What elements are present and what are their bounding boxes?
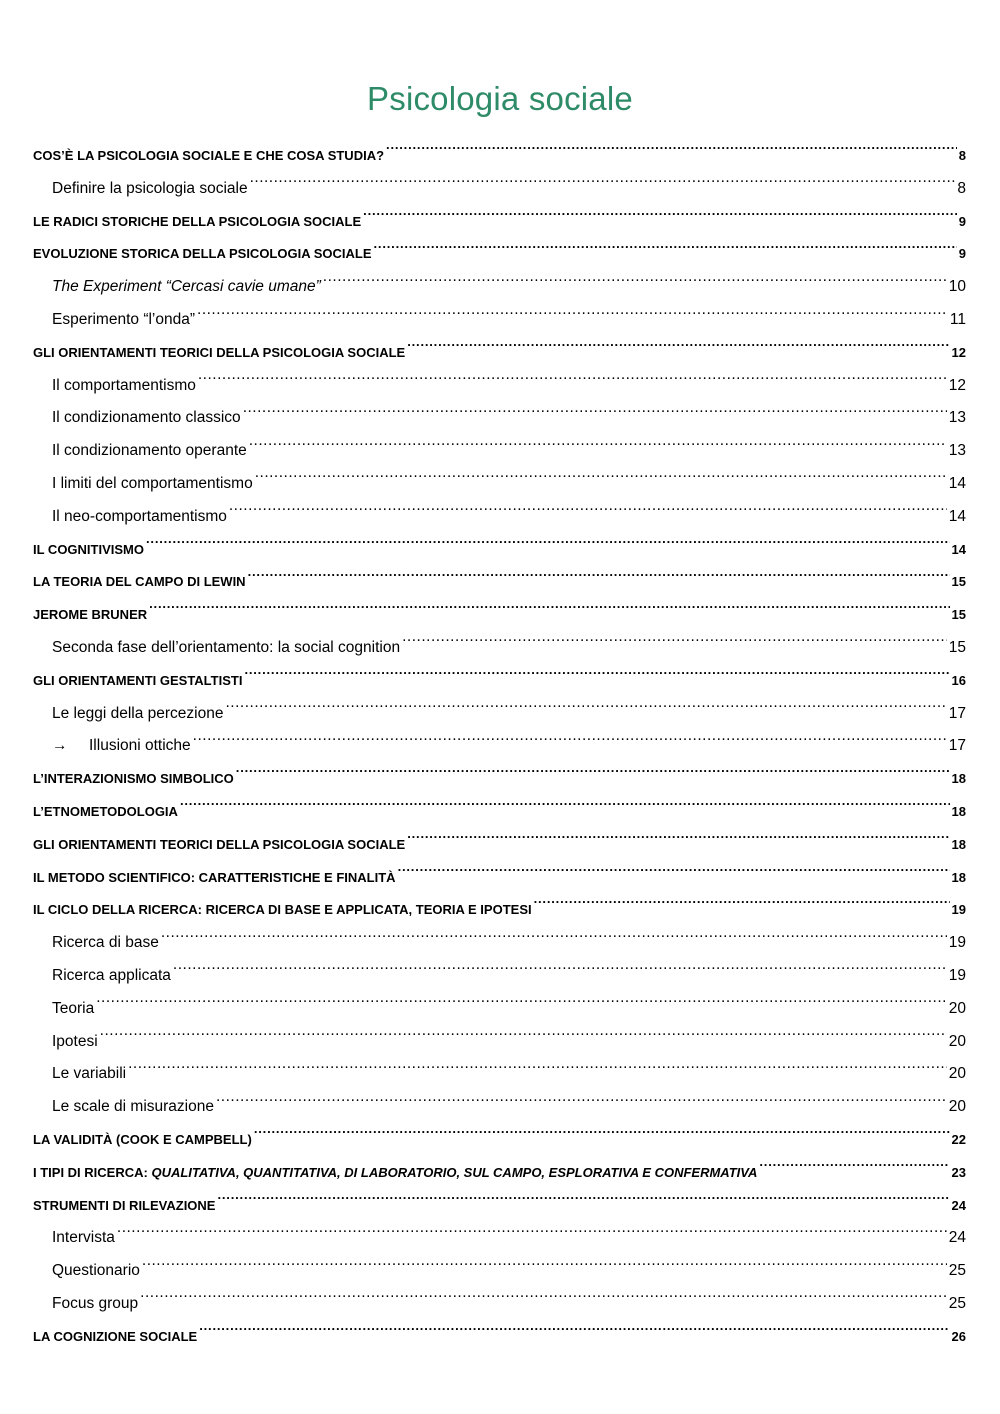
table-of-contents	[33, 140, 966, 1353]
toc-entry-title-text: Focus group	[52, 1294, 139, 1312]
toc-entry-title	[33, 763, 234, 796]
toc-entry[interactable]	[33, 894, 966, 927]
toc-page-number: 11	[949, 310, 966, 328]
toc-page-number: 15	[948, 638, 966, 656]
toc-entry-title	[33, 206, 361, 239]
toc-dot-leader	[96, 997, 947, 1013]
toc-entry-title	[33, 238, 372, 271]
toc-entry[interactable]	[33, 1091, 966, 1124]
toc-entry[interactable]	[33, 1255, 966, 1288]
toc-entry-title-text: EVOLUZIONE STORICA DELLA PSICOLOGIA SOCIALE	[33, 246, 372, 262]
toc-entry-title	[52, 960, 171, 993]
toc-dot-leader	[142, 1260, 947, 1276]
toc-page-number: 14	[948, 474, 966, 492]
toc-entry-title-text: LA TEORIA DEL CAMPO DI LEWIN	[33, 574, 246, 590]
toc-dot-leader	[225, 702, 946, 718]
toc-page-number: 22	[951, 1131, 966, 1147]
toc-dot-leader	[407, 836, 949, 849]
toc-entry-title-text: Definire la psicologia sociale	[52, 179, 248, 197]
toc-entry[interactable]	[33, 370, 966, 403]
toc-entry-title	[33, 862, 396, 895]
toc-entry-title-text: Le variabili	[52, 1065, 127, 1083]
toc-page-number: 26	[951, 1328, 966, 1344]
toc-entry[interactable]	[33, 1222, 966, 1255]
toc-entry-title	[52, 1058, 126, 1091]
toc-entry-title	[52, 1026, 98, 1059]
toc-entry-title	[33, 796, 178, 829]
toc-dot-leader	[386, 147, 957, 160]
toc-entry-title	[52, 304, 195, 337]
toc-entry-title	[33, 140, 384, 173]
toc-entry-title-text: JEROME BRUNER	[33, 607, 148, 623]
toc-entry-title-text: Il condizionamento classico	[52, 409, 241, 427]
toc-entry-title-text: L’INTERAZIONISMO SIMBOLICO	[33, 771, 234, 787]
toc-entry[interactable]	[33, 927, 966, 960]
toc-entry-title-text: Le scale di misurazione	[52, 1098, 214, 1116]
toc-dot-leader	[198, 374, 947, 390]
toc-entry-title-text: Questionario	[52, 1262, 140, 1280]
toc-entry-title	[52, 1288, 138, 1321]
toc-entry-title-text: The Experiment “Cercasi cavie umane”	[52, 278, 321, 296]
toc-entry[interactable]	[33, 206, 966, 239]
toc-page-number: 20	[948, 999, 966, 1017]
toc-entry[interactable]	[33, 566, 966, 599]
toc-entry-title-italic: QUALITATIVA, QUANTITATIVA, DI LABORATORIO, SUL CAMPO, ESPLORATIVA E CONFERMATIVA	[151, 1164, 758, 1180]
toc-entry[interactable]	[33, 1026, 966, 1059]
toc-entry-title	[52, 1222, 115, 1255]
toc-entry[interactable]	[33, 698, 966, 731]
toc-dot-leader	[197, 308, 948, 324]
toc-entry-title	[52, 402, 241, 435]
toc-entry-title	[33, 599, 147, 632]
toc-entry[interactable]	[33, 304, 966, 337]
toc-dot-leader	[217, 1197, 949, 1210]
toc-entry[interactable]	[33, 665, 966, 698]
toc-dot-leader	[117, 1227, 947, 1243]
toc-entry-title-text: Ricerca applicata	[52, 966, 171, 984]
toc-entry-title-text: IL COGNITIVISMO	[33, 541, 144, 557]
toc-entry-title-text: I TIPI DI RICERCA:	[33, 1164, 152, 1180]
toc-page-number: 8	[958, 148, 966, 163]
toc-page-number: 8	[957, 179, 966, 197]
toc-page-number: 15	[951, 574, 966, 590]
toc-page-number: 9	[958, 213, 966, 229]
toc-page-number: 19	[951, 902, 966, 918]
toc-dot-leader	[193, 735, 947, 751]
toc-dot-leader	[173, 964, 947, 980]
toc-page-number: 13	[948, 409, 966, 427]
toc-entry-title	[52, 698, 223, 731]
toc-entry-title	[52, 927, 159, 960]
toc-entry-title-text: LE RADICI STORICHE DELLA PSICOLOGIA SOCIALE	[33, 213, 362, 229]
toc-dot-leader	[244, 672, 949, 685]
toc-entry[interactable]	[33, 140, 966, 173]
toc-entry-title	[33, 894, 532, 927]
toc-entry-title-text: Il neo-comportamentismo	[52, 507, 227, 525]
toc-entry[interactable]	[33, 599, 966, 632]
toc-entry[interactable]	[33, 1190, 966, 1223]
toc-dot-leader	[229, 505, 947, 521]
toc-page-number: 18	[951, 771, 966, 787]
toc-dot-leader	[216, 1096, 947, 1112]
toc-entry[interactable]	[33, 534, 966, 567]
page-title: Psicologia sociale	[367, 80, 633, 118]
toc-entry[interactable]	[33, 501, 966, 534]
toc-page-number: 23	[951, 1164, 966, 1180]
toc-dot-leader	[140, 1292, 947, 1308]
toc-dot-leader	[248, 573, 950, 586]
toc-dot-leader	[149, 606, 949, 619]
toc-entry-title-text: Le leggi della percezione	[52, 704, 224, 722]
toc-entry-title	[89, 730, 191, 763]
toc-entry-title	[52, 370, 196, 403]
toc-entry-title	[33, 1124, 252, 1157]
toc-entry[interactable]	[33, 468, 966, 501]
toc-dot-leader	[180, 803, 950, 816]
toc-dot-leader	[250, 177, 956, 193]
toc-entry-title	[33, 1190, 215, 1223]
toc-page-number: 17	[948, 704, 966, 722]
toc-entry-title-text: Illusioni ottiche	[89, 737, 191, 755]
toc-entry[interactable]	[33, 238, 966, 271]
toc-entry[interactable]	[33, 173, 966, 206]
toc-entry[interactable]	[33, 402, 966, 435]
toc-entry[interactable]	[33, 1124, 966, 1157]
toc-dot-leader	[374, 245, 957, 258]
toc-entry-title-text: Teoria	[52, 999, 95, 1017]
toc-dot-leader	[407, 344, 949, 357]
toc-dot-leader	[402, 636, 947, 652]
toc-entry-title	[52, 501, 227, 534]
toc-page-number: 18	[951, 869, 966, 885]
toc-entry[interactable]	[33, 829, 966, 862]
toc-page-number: 9	[958, 246, 966, 262]
toc-entry-title-text: L’ETNOMETODOLOGIA	[33, 803, 178, 819]
toc-entry-title	[52, 1255, 140, 1288]
toc-entry-title-text: Il comportamentismo	[52, 376, 196, 394]
toc-page-number: 12	[948, 376, 966, 394]
toc-dot-leader	[236, 770, 950, 783]
toc-dot-leader	[255, 472, 947, 488]
toc-page-number: 25	[948, 1294, 966, 1312]
toc-entry-title	[33, 829, 405, 862]
toc-entry-title	[52, 435, 247, 468]
toc-page-number: 18	[951, 803, 966, 819]
toc-entry-title	[52, 173, 248, 206]
toc-page-number: 16	[951, 672, 966, 688]
toc-dot-leader	[534, 901, 950, 914]
toc-page-number: 19	[948, 966, 966, 984]
toc-page-number: 24	[948, 1229, 966, 1247]
toc-dot-leader	[161, 932, 947, 948]
toc-entry-title	[52, 993, 94, 1026]
toc-page-number: 14	[948, 507, 966, 525]
toc-entry-title-text: Ipotesi	[52, 1032, 98, 1050]
toc-entry[interactable]	[33, 960, 966, 993]
toc-page-number: 13	[948, 442, 966, 460]
toc-page-number: 20	[948, 1065, 966, 1083]
toc-page-number: 25	[948, 1262, 966, 1280]
toc-entry-title	[52, 632, 400, 665]
toc-page-number: 20	[948, 1032, 966, 1050]
arrow-icon: →	[52, 737, 68, 755]
toc-dot-leader	[323, 276, 947, 292]
toc-entry[interactable]	[33, 796, 966, 829]
toc-page-number: 24	[951, 1197, 966, 1213]
toc-entry-title	[33, 1321, 197, 1354]
toc-entry-title-text: COS’È LA PSICOLOGIA SOCIALE E CHE COSA STUDIA?	[33, 148, 385, 163]
toc-page-number: 15	[951, 607, 966, 623]
toc-entry-title-text: LA COGNIZIONE SOCIALE	[33, 1328, 198, 1344]
toc-entry[interactable]	[33, 862, 966, 895]
toc-page-number: 20	[948, 1098, 966, 1116]
toc-entry-title-text: GLI ORIENTAMENTI TEORICI DELLA PSICOLOGIA SOCIALE	[33, 836, 406, 852]
toc-dot-leader	[254, 1131, 950, 1144]
toc-entry-title-text: IL CICLO DELLA RICERCA: RICERCA DI BASE E APPLICATA, TEORIA E IPOTESI	[33, 902, 532, 918]
toc-page-number: 10	[948, 278, 966, 296]
toc-dot-leader	[243, 407, 947, 423]
toc-entry-title-text: I limiti del comportamentismo	[52, 474, 253, 492]
toc-entry[interactable]	[33, 763, 966, 796]
toc-entry[interactable]	[33, 632, 966, 665]
toc-page-number: 18	[951, 836, 966, 852]
toc-entry-title-text: GLI ORIENTAMENTI TEORICI DELLA PSICOLOGIA SOCIALE	[33, 344, 406, 360]
toc-entry[interactable]	[33, 1157, 966, 1190]
toc-entry[interactable]	[33, 435, 966, 468]
toc-dot-leader	[146, 541, 950, 554]
toc-entry-title-text: STRUMENTI DI RILEVAZIONE	[33, 1197, 216, 1213]
toc-page-number: 12	[951, 344, 966, 360]
toc-dot-leader	[128, 1063, 947, 1079]
toc-entry-title-text: IL METODO SCIENTIFICO: CARATTERISTICHE E FINALITÀ	[33, 869, 396, 885]
toc-page-number: 19	[948, 934, 966, 952]
toc-entry-title-text: Esperimento “l’onda”	[52, 310, 196, 328]
toc-entry-title	[52, 271, 321, 304]
toc-entry-title	[52, 468, 253, 501]
toc-entry[interactable]	[33, 337, 966, 370]
toc-page-number: 17	[948, 737, 966, 755]
toc-entry-title-text: LA VALIDITÀ (COOK E CAMPBELL)	[33, 1131, 252, 1147]
toc-page-number: 14	[951, 541, 966, 557]
toc-dot-leader	[363, 213, 957, 226]
toc-entry-title-text: Seconda fase dell’orientamento: la social cognition	[52, 638, 401, 656]
toc-entry-title	[33, 665, 242, 698]
toc-dot-leader	[100, 1030, 947, 1046]
toc-dot-leader	[199, 1328, 949, 1341]
toc-entry[interactable]	[33, 271, 966, 304]
toc-entry-title	[33, 337, 405, 370]
toc-dot-leader	[759, 1164, 949, 1177]
toc-entry-title	[52, 1091, 214, 1124]
toc-entry[interactable]	[33, 730, 966, 763]
toc-dot-leader	[398, 869, 950, 882]
toc-entry[interactable]	[33, 1058, 966, 1091]
toc-dot-leader	[249, 440, 947, 456]
toc-entry[interactable]	[33, 993, 966, 1026]
toc-entry-title	[33, 1157, 757, 1190]
toc-entry-title	[33, 566, 246, 599]
toc-entry-title-text: GLI ORIENTAMENTI GESTALTISTI	[33, 672, 243, 688]
toc-entry-title-text: Intervista	[52, 1229, 115, 1247]
toc-entry[interactable]	[33, 1321, 966, 1354]
toc-entry[interactable]	[33, 1288, 966, 1321]
toc-entry-title-text: Ricerca di base	[52, 934, 159, 952]
toc-entry-title-text: Il condizionamento operante	[52, 442, 247, 460]
toc-entry-title	[33, 534, 144, 567]
